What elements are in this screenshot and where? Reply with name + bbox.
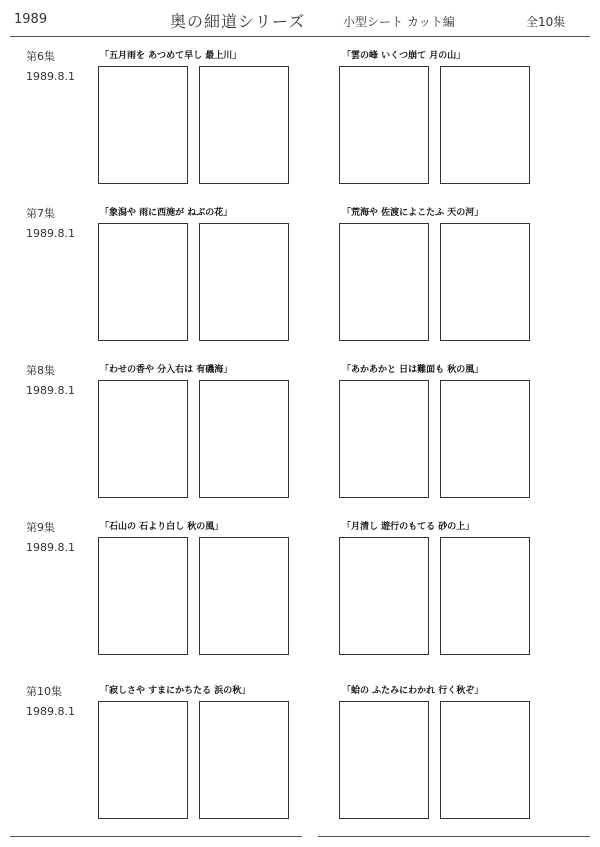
stamp-slot <box>339 223 429 341</box>
issue-date: 1989.8.1 <box>26 70 75 83</box>
haiku-caption-right: 「月清し 遊行のもてる 砂の上」 <box>342 522 475 532</box>
issue-date: 1989.8.1 <box>26 705 75 718</box>
issue-date: 1989.8.1 <box>26 541 75 554</box>
set-count: 全10集 <box>526 15 566 29</box>
stamp-slot <box>199 537 289 655</box>
stamp-slot <box>440 537 530 655</box>
album-row-7 <box>0 205 600 365</box>
page-header <box>0 0 600 40</box>
stamp-slot <box>339 380 429 498</box>
haiku-caption-right: 「蛤の ふたみにわかれ 行く秋ぞ」 <box>342 686 484 696</box>
album-row-8 <box>0 362 600 522</box>
set-label: 第8集 <box>26 364 55 377</box>
haiku-caption-right: 「雲の峰 いくつ崩て 月の山」 <box>342 51 466 61</box>
album-row-6 <box>0 48 600 208</box>
footer-divider-right <box>318 836 590 837</box>
stamp-slot <box>98 380 188 498</box>
stamp-slot <box>199 380 289 498</box>
stamp-slot <box>440 223 530 341</box>
haiku-caption-left: 「象潟や 雨に西施が ねぶの花」 <box>100 208 233 218</box>
footer-divider-left <box>10 836 302 837</box>
page-title: 奥の細道シリーズ <box>170 12 306 31</box>
stamp-slot <box>339 537 429 655</box>
issue-date: 1989.8.1 <box>26 384 75 397</box>
header-divider <box>10 36 590 37</box>
haiku-caption-right: 「荒海や 佐渡によこたふ 天の河」 <box>342 208 484 218</box>
stamp-slot <box>440 66 530 184</box>
set-label: 第7集 <box>26 207 55 220</box>
set-label: 第9集 <box>26 521 55 534</box>
stamp-slot <box>98 701 188 819</box>
stamp-slot <box>98 223 188 341</box>
haiku-caption-left: 「五月雨を あつめて早し 最上川」 <box>100 51 242 61</box>
set-label: 第10集 <box>26 685 62 698</box>
page-subtitle: 小型シート カット編 <box>343 15 455 29</box>
stamp-slot <box>339 701 429 819</box>
stamp-slot <box>98 537 188 655</box>
set-label: 第6集 <box>26 50 55 63</box>
stamp-slot <box>199 66 289 184</box>
stamp-slot <box>199 701 289 819</box>
haiku-caption-right: 「あかあかと 日は難面も 秋の風」 <box>342 365 484 375</box>
haiku-caption-left: 「石山の 石より白し 秋の風」 <box>100 522 224 532</box>
stamp-slot <box>440 701 530 819</box>
album-row-9 <box>0 519 600 679</box>
haiku-caption-left: 「わせの香や 分入右は 有磯海」 <box>100 365 233 375</box>
stamp-slot <box>98 66 188 184</box>
header-year: 1989 <box>14 12 48 27</box>
issue-date: 1989.8.1 <box>26 227 75 240</box>
stamp-slot <box>440 380 530 498</box>
haiku-caption-left: 「寂しさや すまにかちたる 浜の秋」 <box>100 686 251 696</box>
stamp-slot <box>339 66 429 184</box>
stamp-slot <box>199 223 289 341</box>
album-row-10 <box>0 683 600 843</box>
